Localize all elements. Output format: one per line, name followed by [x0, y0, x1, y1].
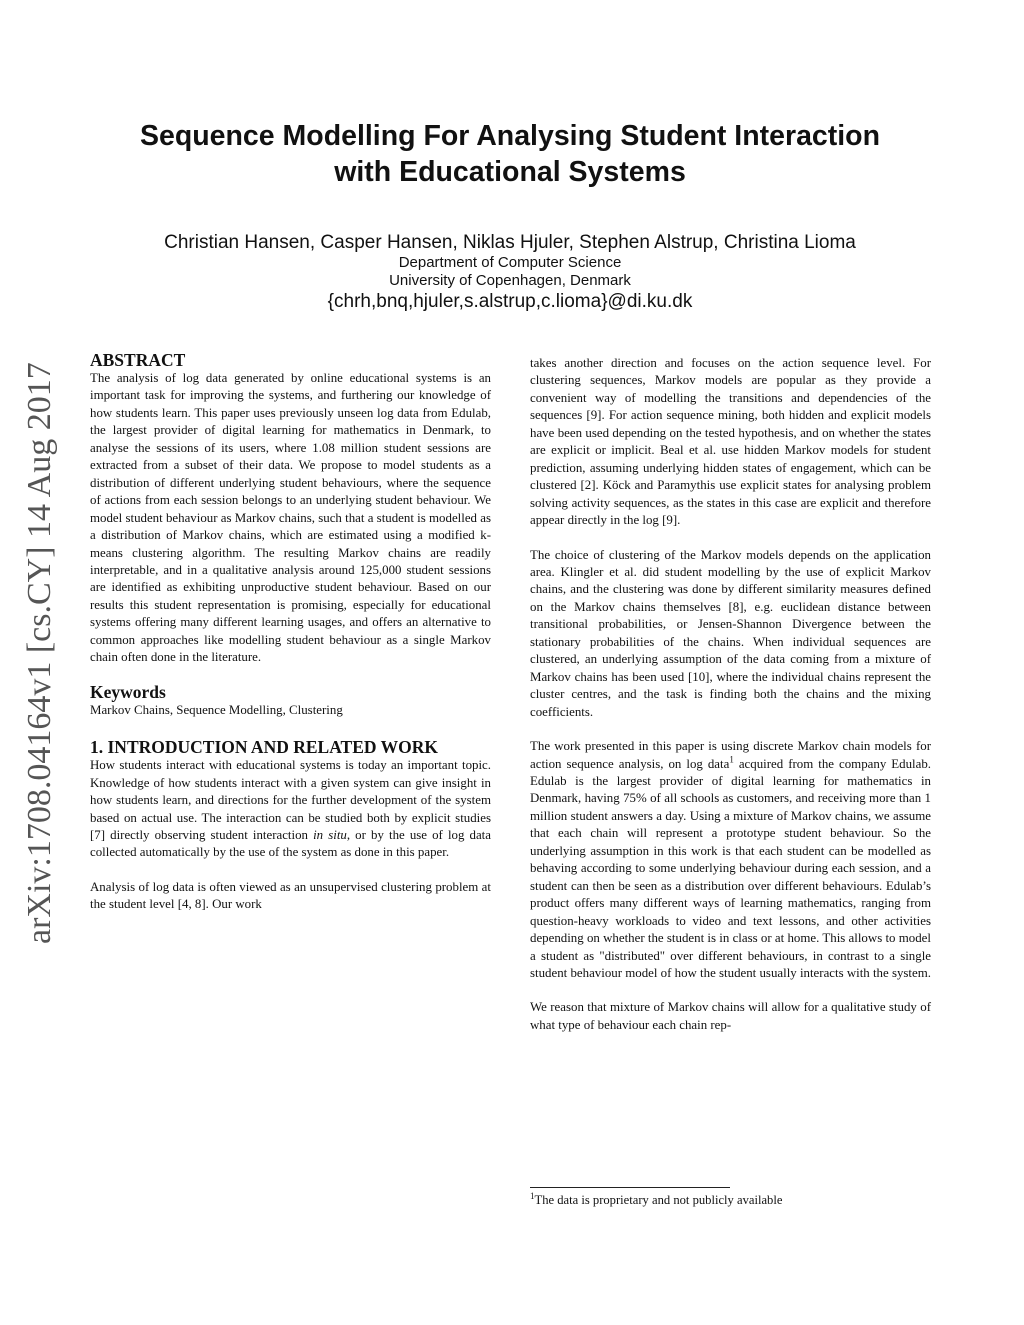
keywords-list: Markov Chains, Sequence Modelling, Clustering — [90, 702, 343, 717]
right-paragraph-3 — [530, 738, 931, 982]
author-block — [100, 232, 920, 314]
footnote-mark: 1 — [530, 1190, 535, 1201]
intro-p1-start: How students interact with educational systems is today an important topic. Knowledge of how students interact with a given system can give insight in how students learn, and directions for the further development of the system based on actual use. The interaction can be studied both by explicit studies [7] directly observing student interaction — [90, 758, 491, 842]
footnote — [530, 1192, 782, 1208]
right-paragraph-2: The choice of clustering of the Markov models depends on the application area. Klingler et al. did student modelling by the use of explicit Markov chains, and the clustering was done by different similarity measures defined on the Markov chains themselves [8], e.g. euclidean distance between transitional probabilities, or Jensen-Shannon Divergence between the stationary probabilities of the chains. When individual sequences are clustered, an underlying assumption of the data coming from a mixture of Markov chains has been used [10], where the individual chains represent the cluster centres, and the task is finding both the chains and the mixing coefficients. — [530, 547, 931, 719]
intro-p1-end: , or by the use of log data collected automatically by the use of the system as done in this paper. — [90, 827, 491, 860]
abstract-heading: ABSTRACT — [90, 350, 186, 370]
intro-heading: 1. INTRODUCTION AND RELATED WORK — [90, 737, 438, 758]
author-names: Christian Hansen, Casper Hansen, Niklas Hjuler, Stephen Alstrup, Christina Lioma — [164, 232, 856, 253]
title-line-2: with Educational Systems — [334, 156, 686, 188]
intro-paragraph-1 — [90, 757, 491, 862]
footnote-rule — [530, 1187, 730, 1188]
right-paragraph-1: takes another direction and focuses on the action sequence level. For clustering sequences, Markov models are popular as they provide a convenient way of modelling the transitions and dependencies of the sequences [9]. For action sequence mining, both hidden and explicit models have been used depending on the tested hypothesis, and on whether the states are explicit or implicit. Beal et al. use hidden Markov models for student prediction, assuming underlying hidden states of engagement, which can be clustered [2]. Köck and Paramythis use explicit states for analysing problem solving activity sequences, as the states in this case are explicit and therefore appear directly in the log [9]. — [530, 356, 931, 528]
abstract-text: The analysis of log data generated by online educational systems is an important task for improving the systems, and furthering our knowledge of how students learn. This paper uses previously unseen log data from Edulab, the largest provider of digital learning for mathematics in Denmark, to analyse the sessions of its users, where 1.08 million student sessions are extracted from a subset of their data. We propose to model students as a distribution of different underlying student behaviours, where the sequence of actions from each session belongs to an underlying student behaviour. We model student behaviour as Markov chains, such that a student is modelled as a distribution of Markov chains, which are estimated using a modified k-means clustering algorithm. The resulting Markov chains are readily interpretable, and in a qualitative analysis around 125,000 student sessions are identified as exhibiting unproductive student behaviour. Based on our results this student representation is promising, especially for educational systems offering many different learning usages, and offers an alternative to common approaches like modelling student behaviour as a single Markov chain often done in the literature. — [90, 371, 491, 665]
intro-paragraph-2: Analysis of log data is often viewed as an unsupervised clustering problem at the student level [4, 8]. Our work — [90, 879, 491, 912]
intro-p1-emphasis: in situ — [313, 827, 347, 842]
arxiv-stamp: arXiv:1708.04164v1 [cs.CY] 14 Aug 2017 — [21, 362, 58, 944]
right-column — [530, 355, 931, 1034]
affiliation-department: Department of Computer Science — [398, 254, 622, 271]
title-line-1: Sequence Modelling For Analysing Student Interaction — [139, 120, 880, 152]
right-paragraph-4: We reason that mixture of Markov chains will allow for a qualitative study of what type of behaviour each chain rep- — [530, 1000, 931, 1032]
right-p3-end: acquired from the company Edulab. Edulab is the largest provider of digital learning for mathematics in Denmark, having 75% of all schools as customers, and receiving more than 1 million student answers a day. Using a mixture of Markov chains, we assume that each chain will represent a prototype student behaviour. So the underlying assumption in this work is that each student can be modelled as behaving according to some underlying behaviour during each session, and a student can then be seen as a distribution over different behaviours. Edulab’s product offers many different ways of learning mathematics, ranging from question-heavy workloads to video and text lessons, and other activities depending on whether the student is in class or at home. This allows to model a student as "distributed" over different behaviours, in contrast to a single student behaviour model of how the student usually interacts with the system. — [530, 756, 931, 980]
affiliation-university: University of Copenhagen, Denmark — [389, 272, 631, 289]
author-emails: {chrh,bnq,hjuler,s.alstrup,c.lioma}@di.ku.dk — [327, 291, 693, 312]
footnote-ref: 1 — [729, 754, 734, 765]
keywords-heading: Keywords — [90, 681, 166, 702]
footnote-text: The data is proprietary and not publicly available — [534, 1193, 783, 1207]
right-p3-start: The work presented in this paper is using discrete Markov chain models for action sequence analysis, on log data — [530, 739, 931, 771]
paper-title — [100, 118, 920, 190]
left-column — [90, 350, 491, 914]
